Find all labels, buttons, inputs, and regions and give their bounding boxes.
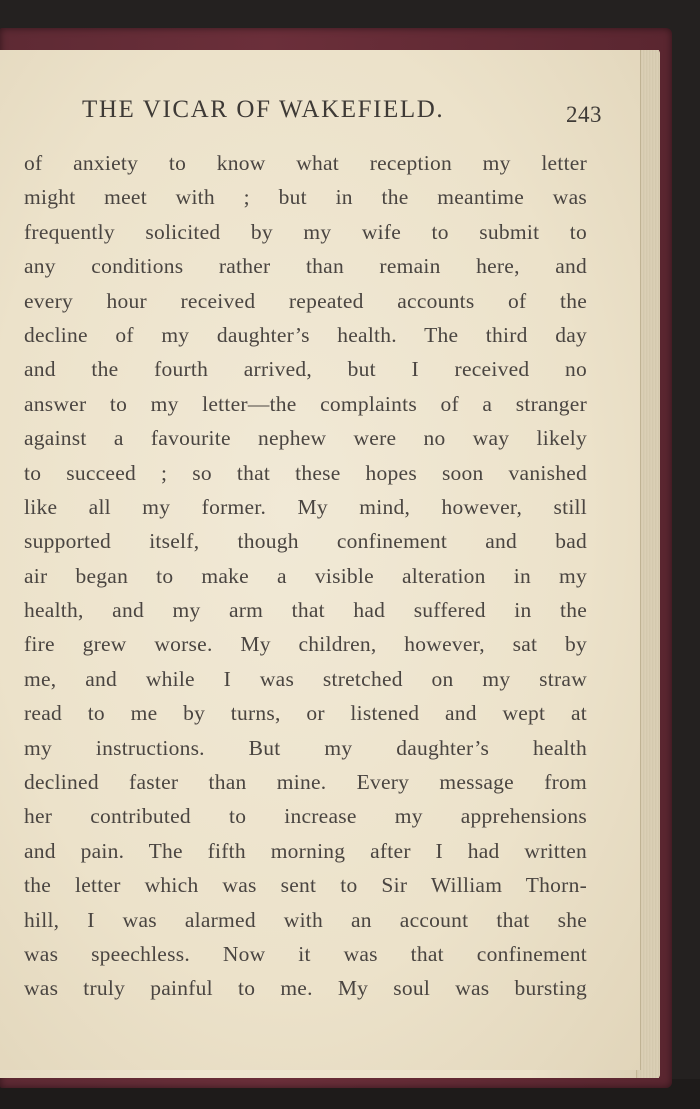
text-line: health, and my arm that had suffered in the: [24, 598, 587, 623]
running-head: [82, 96, 602, 130]
text-line: me, and while I was stretched on my straw: [24, 666, 587, 691]
text-line: the letter which was sent to Sir William Thorn-: [24, 873, 587, 898]
text-line: hill, I was alarmed with an account that she: [24, 907, 587, 932]
running-title: THE VICAR OF WAKEFIELD.: [82, 96, 445, 123]
text-line: any conditions rather than remain here, and: [24, 254, 587, 279]
body-text: [24, 146, 587, 1006]
text-line: declined faster than mine. Every message from: [24, 770, 587, 795]
text-line: her contributed to increase my apprehensions: [24, 804, 587, 829]
text-line: like all my former. My mind, however, still: [24, 494, 587, 519]
text-line: might meet with ; but in the meantime was: [24, 185, 587, 210]
text-line: every hour received repeated accounts of the: [24, 288, 587, 313]
text-line: fire grew worse. My children, however, sat by: [24, 632, 587, 657]
text-line: was truly painful to me. My soul was bursting: [24, 976, 587, 1001]
text-line: decline of my daughter’s health. The third day: [24, 322, 587, 347]
text-line: answer to my letter—the complaints of a stranger: [24, 391, 587, 416]
page-number: 243: [566, 102, 602, 127]
text-line: air began to make a visible alteration in my: [24, 563, 587, 588]
text-line: my instructions. But my daughter’s health: [24, 735, 587, 760]
text-line: supported itself, though confinement and bad: [24, 529, 587, 554]
text-line: read to me by turns, or listened and wept at: [24, 701, 587, 726]
text-line: was speechless. Now it was that confinement: [24, 941, 587, 966]
text-line: and pain. The fifth morning after I had written: [24, 838, 587, 863]
text-line: to succeed ; so that these hopes soon vanished: [24, 460, 587, 485]
text-line: against a favourite nephew were no way likely: [24, 426, 587, 451]
text-line: and the fourth arrived, but I received no: [24, 357, 587, 382]
text-line: frequently solicited by my wife to submit to: [24, 219, 587, 244]
text-line: of anxiety to know what reception my letter: [24, 151, 587, 175]
